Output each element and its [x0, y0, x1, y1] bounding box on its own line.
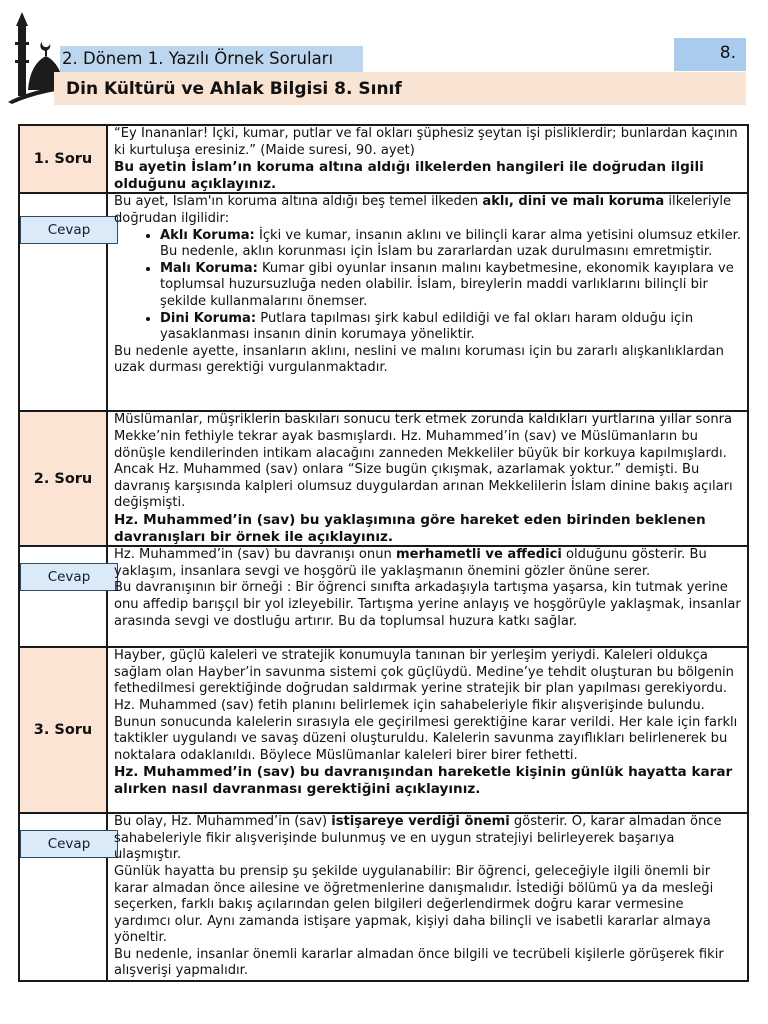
table-row — [19, 193, 748, 411]
question-2-prompt: Hz. Muhammed’in (sav) bu yaklaşımına göre hareket eden birinden beklenen davranışları bir örnek ile açıklayınız. — [114, 511, 706, 545]
list-item-text: Kumar gibi oyunlar insanın malını kaybetmesine, ekonomik kayıplara ve toplumsal huzursuzluğa neden olabilir. İslam, bireylerin maddi varlıklarını bilinçli bir şekilde kullanmalarını önemser. — [160, 260, 734, 309]
answer-3-label-cell — [19, 813, 107, 981]
answer-2-content — [107, 546, 748, 647]
question-table — [18, 124, 749, 982]
question-3-label: 3. Soru — [19, 647, 107, 813]
list-item-title: Aklı Koruma: — [160, 227, 255, 243]
answer-2-p2: Bu davranışının bir örneği : Bir öğrenci sınıfta arkadaşıyla tartışma yaşarsa, kin tutmak yerine onu affedip barışçıl bir yol izleyebilir. Tartışma yerine anlayış ve hoşgörüyle yaklaşmak, insanlar arasında sevgi ve dostluğu artırır. Bu da toplumsal huzura katkı sağlar. — [114, 580, 741, 629]
answer-3-p1-a: Bu olay, Hz. Muhammed’in (sav) — [114, 814, 332, 830]
question-2-content — [107, 411, 748, 546]
answer-1-intro-bold: aklı, dini ve malı koruma — [482, 194, 665, 210]
question-1-content — [107, 125, 748, 193]
list-item-text: İçki ve kumar, insanın aklını ve bilinçli karar alma yetisini olumsuz etkiler. Bu nedenle, aklın korunması için İslam bu zararlardan uzak durulmasını emretmiştir. — [160, 227, 741, 260]
table-row — [19, 813, 748, 981]
answer-3-p2: Günlük hayatta bu prensip şu şekilde uygulanabilir: Bir öğrenci, geleceğiyle ilgili önemli bir karar almadan önce ailesine ve öğretmenlerine danışmalıdır. İstediği bölümü ya da mesleği seçerken, farklı bakış açılarından gelen bilgileri değerlendirmek doğru karar vermesine yardımcı olur. Aynı zamanda istişare yapmak, kişiyi daha bilinçli ve isabetli kararlar almaya yöneltir. — [114, 863, 714, 946]
list-item — [160, 311, 743, 344]
answer-3-p1 — [114, 814, 743, 864]
answer-1-conclusion: Bu nedenle ayette, insanların aklını, neslini ve malını koruması için bu zararlı alışkanlıklardan uzak durması gerektiği vurgulanmaktadır. — [114, 343, 724, 376]
question-1-label: 1. Soru — [19, 125, 107, 193]
question-1-prompt: Bu ayetin İslam’ın koruma altına aldığı ilkelerden hangileri ile doğrudan ilgili olduğunu açıklayınız. — [114, 159, 704, 192]
answer-1-intro — [114, 194, 743, 227]
answer-2-p1 — [114, 547, 743, 580]
cevap-button-3[interactable]: Cevap — [20, 830, 118, 858]
exam-subtitle: 2. Dönem 1. Yazılı Örnek Soruları — [60, 46, 363, 72]
question-3-content — [107, 647, 748, 813]
list-item — [160, 261, 743, 311]
page-number: 8. — [674, 38, 746, 71]
question-1-text: “Ey İnananlar! İçki, kumar, putlar ve fal okları şüphesiz şeytan işi pisliklerdir; bunlardan kaçının ki kurtuluşa eresiniz.” (Maide suresi, 90. ayet) — [114, 126, 738, 158]
table-row — [19, 125, 748, 193]
answer-1-content — [107, 193, 748, 411]
answer-2-label-cell — [19, 546, 107, 647]
question-3-text: Hayber, güçlü kaleleri ve stratejik konumuyla tanınan bir yerleşim yeriydi. Kaleleri oldukça sağlam olan Hayber’in savunma sistemi çok güçlüydü. Medine’ye tehdit oluşturan bu bölgenin fethedilmesi gerektiğinde doğrudan saldırmak yerine stratejik bir plan yapılması gerekiyordu. Hz. Muhammed (sav) fetih planını belirlemek için sahabeleriyle fikir alışverişinde bulundu. Bunun sonucunda kalelerin sırasıyla ele geçirilmesi gerektiğine karar verildi. Her kale için farklı taktikler uygulandı ve savaş düzeni oluşturuldu. Kalelerin savunma zayıflıkları belirlenerek bu noktalara odaklanıldı. Böylece Müslümanlar kaleleri birer birer fethetti. — [114, 648, 738, 763]
answer-1-intro-b: ilkeleriyle doğrudan ilgilidir: — [114, 194, 732, 226]
list-item — [160, 228, 743, 261]
answer-1-label-cell — [19, 193, 107, 411]
answer-1-list — [114, 228, 743, 344]
table-row — [19, 546, 748, 647]
cevap-button-2[interactable]: Cevap — [20, 563, 118, 591]
list-item-title: Malı Koruma: — [160, 260, 258, 276]
question-3-prompt: Hz. Muhammed’in (sav) bu davranışından hareketle kişinin günlük hayatta karar alırken nasıl davranması gerektiğini açıklayınız. — [114, 764, 733, 797]
cevap-button-1[interactable]: Cevap — [20, 216, 118, 244]
page-title: Din Kültürü ve Ahlak Bilgisi 8. Sınıf — [54, 72, 746, 105]
question-2-label: 2. Soru — [19, 411, 107, 546]
answer-1-intro-a: Bu ayet, İslam'ın koruma altına aldığı beş temel ilkeden — [114, 194, 483, 210]
list-item-text: Putlara tapılması şirk kabul edildiği ve fal okları haram olduğu için yasaklanması insanın dinin korumaya yöneliktir. — [160, 310, 694, 343]
answer-3-content — [107, 813, 748, 981]
answer-3-p3: Bu nedenle, insanlar önemli kararlar almadan önce bilgili ve tecrübeli kişilerle görüşerek fikir alışverişi yapmalıdır. — [114, 946, 724, 979]
answer-2-p1-a: Hz. Muhammed’in (sav) bu davranışı onun — [114, 547, 396, 563]
answer-2-p1-b: olduğunu gösterir. Bu yaklaşım, insanlara sevgi ve hoşgörü ile yaklaşmanın önemini gözler önüne serer. — [114, 547, 707, 579]
answer-2-p1-bold: merhametli ve affedici — [395, 547, 562, 563]
answer-3-p1-bold: istişareye verdiği önemi — [331, 814, 510, 830]
list-item-title: Dini Koruma: — [160, 310, 257, 326]
answer-3-p1-b: gösterir. O, karar almadan önce sahabeleriyle fikir alışverişinde bulunmuş ve en uygun stratejiyi belirleyerek başarıya ulaşmıştır. — [114, 814, 722, 863]
table-row — [19, 411, 748, 546]
table-row — [19, 647, 748, 813]
question-2-text: Müslümanlar, müşriklerin baskıları sonucu terk etmek zorunda kaldıkları yurtlarına yıllar sonra Mekke’nin fethiyle tekrar ayak basmışlardı. Hz. Muhammed’in (sav) ve Müslümanların bu dönüşle kendilerinden intikam alacağını zanneden Mekkeliler büyük bir korkuya kapılmışlardı. Ancak Hz. Muhammed (sav) onlara “Size bugün çıkışmak, azarlamak yoktur.” demişti. Bu davranış karşısında kalpleri olumsuz duygulardan arınan Mekkelilerin İslam dinine bakış açıları değişmişti. — [114, 412, 733, 511]
